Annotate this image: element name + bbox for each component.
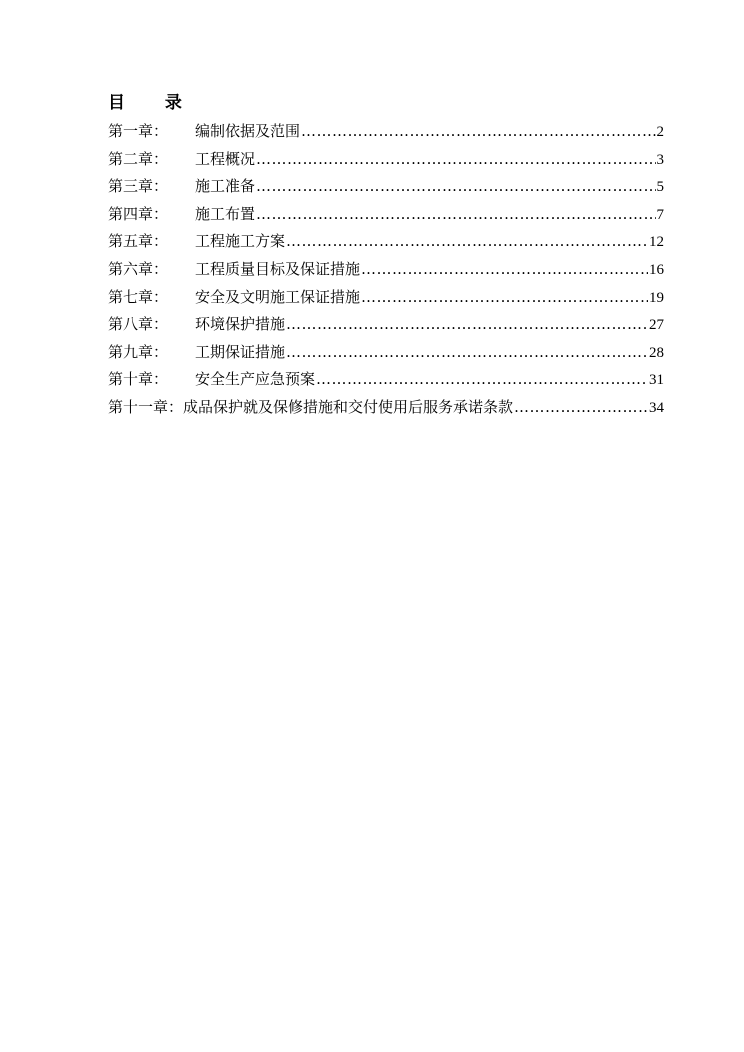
toc-entry-title: 施工布置: [195, 204, 256, 223]
toc-chapter-label: 第十一章：: [108, 397, 184, 416]
toc-dot-leader: [256, 201, 655, 229]
toc-entry-title: 成品保护就及保修措施和交付使用后服务承诺条款: [183, 397, 514, 416]
toc-page-number: 31: [649, 372, 664, 389]
toc-entry[interactable]: [108, 311, 664, 339]
toc-chapter-label: 第四章：: [108, 204, 169, 223]
toc-entry[interactable]: [108, 201, 664, 229]
toc-page-number: 19: [649, 289, 664, 306]
toc-chapter-label: 第十章：: [108, 370, 169, 389]
toc-page-number: 3: [656, 151, 664, 168]
toc-page-number: 2: [656, 124, 664, 140]
toc-entry[interactable]: [108, 256, 664, 284]
toc-entry-title: 工程施工方案: [195, 232, 286, 251]
toc-chapter-label: 第二章：: [108, 149, 169, 168]
toc-entry[interactable]: [108, 173, 664, 201]
toc-page-number: 27: [649, 317, 664, 334]
toc-entry-title: 工程概况: [195, 149, 256, 168]
toc-page-number: 5: [656, 179, 664, 196]
toc-title: 目 录: [108, 93, 199, 113]
toc-dot-leader: [286, 311, 648, 339]
toc-chapter-label: 第七章：: [108, 287, 169, 306]
toc-chapter-label: 第一章：: [108, 122, 169, 140]
toc-entry[interactable]: [108, 284, 664, 312]
toc-dot-leader: [256, 146, 655, 174]
toc-chapter-label: 第六章：: [108, 259, 169, 278]
toc-page-number: 34: [649, 399, 664, 416]
toc-entry[interactable]: [108, 118, 664, 146]
toc-page-number: 12: [649, 234, 664, 251]
toc-dot-leader: [514, 394, 648, 422]
toc-chapter-label: 第五章：: [108, 232, 169, 251]
toc-dot-leader: [256, 173, 655, 201]
toc-entry[interactable]: [108, 228, 664, 256]
toc-chapter-label: 第八章：: [108, 315, 169, 334]
toc-entry-title: 环境保护措施: [195, 315, 286, 334]
toc-entry-title: 安全及文明施工保证措施: [195, 287, 361, 306]
toc-chapter-label: 第九章：: [108, 342, 169, 361]
toc-dot-leader: [361, 284, 648, 312]
toc-chapter-label: 第三章：: [108, 177, 169, 196]
toc-page-number: 16: [649, 261, 664, 278]
toc-page-number: 7: [656, 206, 664, 223]
toc-page-number: 28: [649, 344, 664, 361]
toc-entry[interactable]: [108, 394, 664, 422]
toc-dot-leader: [301, 118, 655, 146]
toc-entry-title: 工期保证措施: [195, 342, 286, 361]
toc-entry-title: 工程质量目标及保证措施: [195, 259, 361, 278]
toc-entry-title: 施工准备: [195, 177, 256, 196]
toc-dot-leader: [286, 339, 648, 367]
toc-entry[interactable]: [108, 366, 664, 394]
toc-dot-leader: [316, 366, 648, 394]
toc-entry-title: 编制依据及范围: [195, 122, 301, 140]
toc-entry[interactable]: [108, 146, 664, 174]
toc-dot-leader: [361, 256, 648, 284]
toc-list: [108, 118, 664, 422]
toc-entry[interactable]: [108, 339, 664, 367]
toc-entry-title: 安全生产应急预案: [195, 370, 316, 389]
toc-dot-leader: [286, 228, 648, 256]
